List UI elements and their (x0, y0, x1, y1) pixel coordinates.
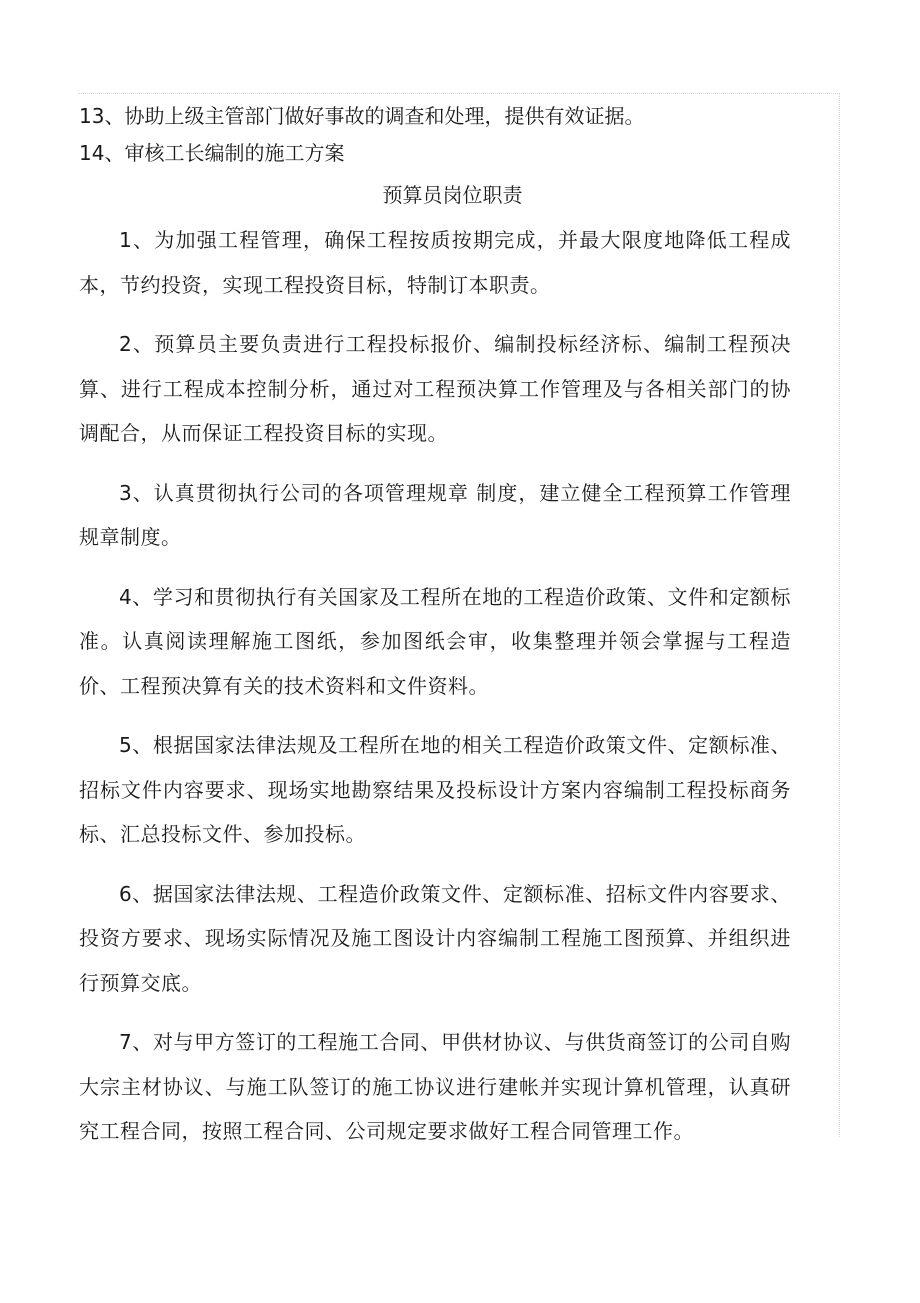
list-item-13: 13、协助上级主管部门做好事故的调查和处理，提供有效证据。 (79, 104, 645, 128)
paragraph-2: 2、预算员主要负责进行工程投标报价、编制投标经济标、编制工程预决算、进行工程成本控制分析，通过对工程预决算工作管理及与各相关部门的协调配合，从而保证工程投资目标的实现。 (79, 332, 791, 445)
document-body (79, 98, 791, 1169)
section-title: 预算员岗位职责 (382, 183, 523, 207)
paragraph-3: 3、认真贯彻执行公司的各项管理规章 制度，建立健全工程预算工作管理规章制度。 (79, 480, 791, 549)
paragraph-4: 4、学习和贯彻执行有关国家及工程所在地的工程造价政策、文件和定额标准。认真阅读理解施工图纸，参加图纸会审，收集整理并领会掌握与工程造价、工程预决算有关的技术资料和文件资料。 (79, 584, 791, 698)
paragraph-6: 6、据国家法律法规、工程造价政策文件、定额标准、招标文件内容要求、投资方要求、现场实际情况及施工图设计内容编制工程施工图预算、并组织进行预算交底。 (79, 881, 791, 995)
list-item-14: 14、审核工长编制的施工方案 (79, 141, 345, 165)
paragraph-1: 1、为加强工程管理，确保工程按质按期完成，并最大限度地降低工程成本，节约投资，实现工程投资目标，特制订本职责。 (79, 228, 791, 297)
paragraph-5: 5、根据国家法律法规及工程所在地的相关工程造价政策文件、定额标准、招标文件内容要求、现场实地勘察结果及投标设计方案内容编制工程投标商务标、汇总投标文件、参加投标。 (79, 733, 791, 846)
paragraph-7: 7、对与甲方签订的工程施工合同、甲供材协议、与供货商签订的公司自购大宗主材协议、与施工队签订的施工协议进行建帐并实现计算机管理，认真研究工程合同，按照工程合同、公司规定要求做好工程合同管理工作。 (79, 1030, 791, 1143)
